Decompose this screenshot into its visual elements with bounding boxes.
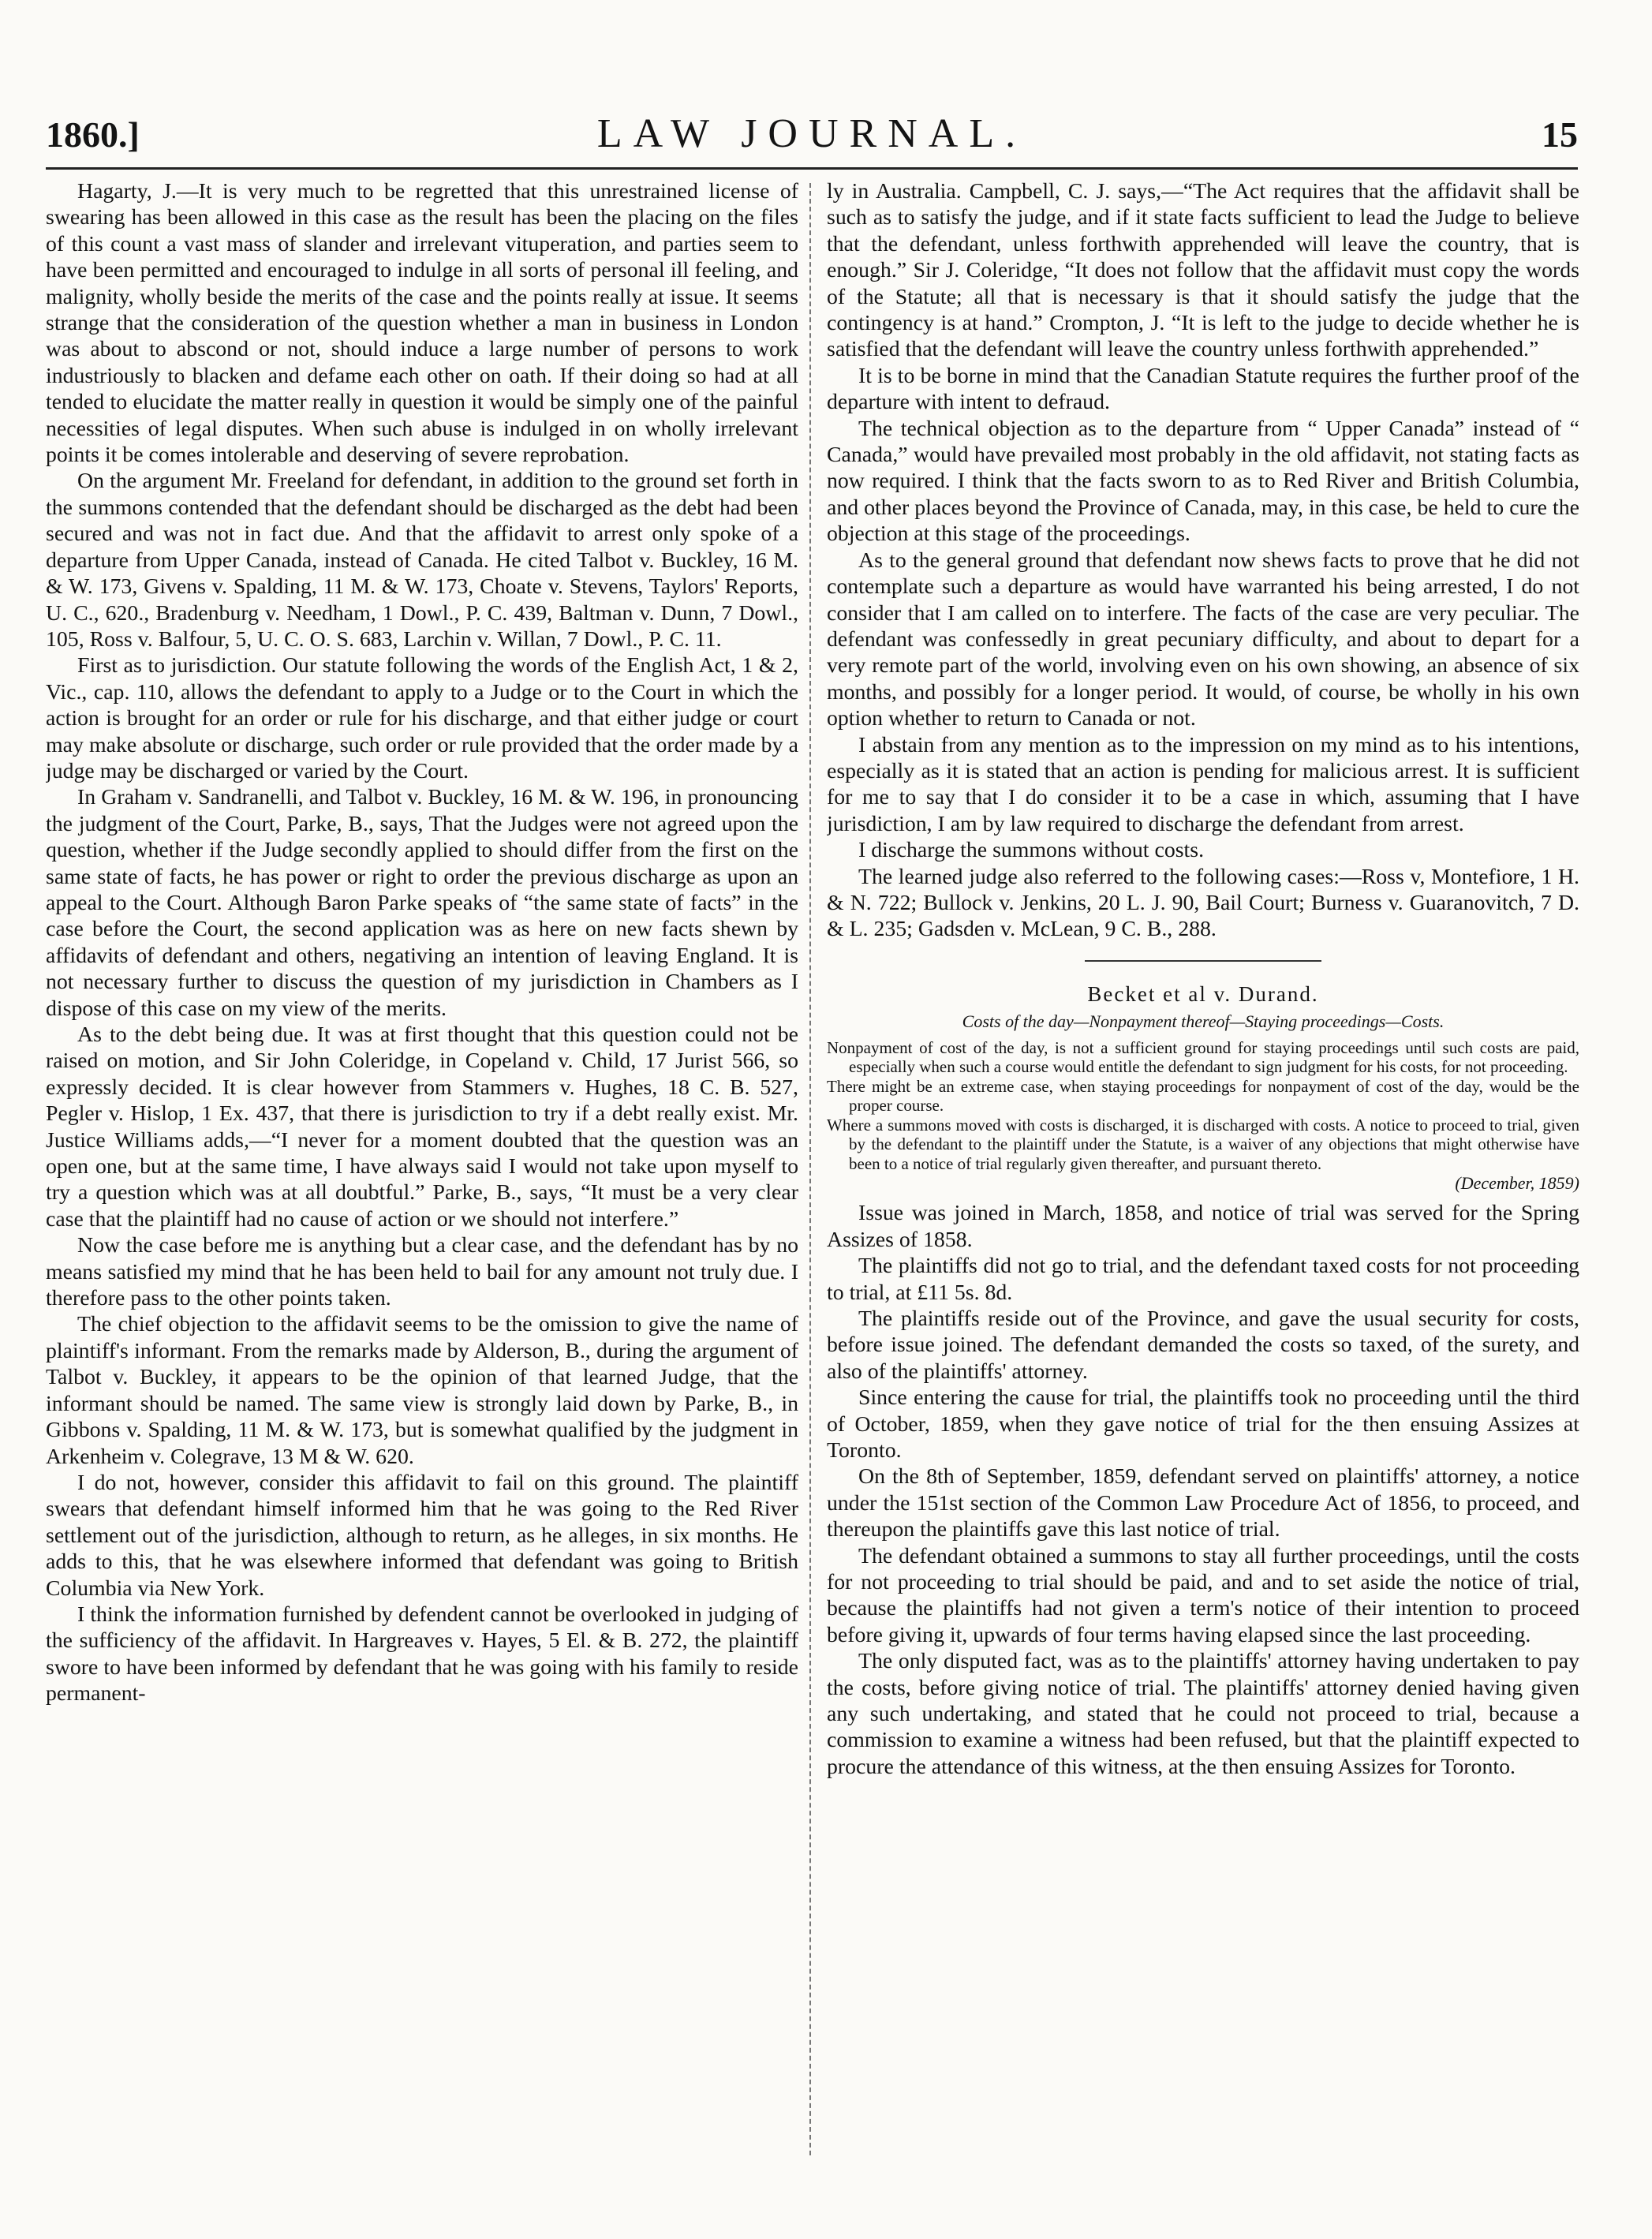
paragraph: Issue was joined in March, 1858, and notice of trial was served for the Spring Assizes of 1858. [827,1201,1579,1252]
running-header [46,109,1578,170]
paragraph: I discharge the summons without costs. [858,838,1205,863]
paragraph: I think the information furnished by defendent cannot be overlooked in judging of the sufficiency of the affidavit. In Hargreaves v. Hayes, 5 El. & B. 272, the plaintiff swore to have been informed by defendant that he was going with his family to reside permanent- [46,1602,798,1706]
paragraph: I do not, however, consider this affidavit to fail on this ground. The plaintiff swears that defendant himself informed him that he was going to the Red River settlement out of the jurisdiction, although to return, as he alleges, in six months. He adds to this, that he was elsewhere informed that defendant was going to British Columbia via New York. [46,1470,798,1601]
left-column [46,178,798,2182]
paragraph-continued: ly in Australia. Campbell, C. J. says,—“The Act requires that the affidavit shall be such as to satisfy the judge, and if it state facts sufficient to lead the Judge to believe that the defendant, unless forthwith apprehended will leave the country, that is enough.” Sir J. Coleridge, “It does not follow that the affidavit must copy the words of the Statute; all that is necessary is that it should satisfy the judge that the contingency is at hand.” Crompton, J. “It is left to the judge to decide whether he is satisfied that the defendant will leave the country unless forthwith apprehended.” [827,179,1579,362]
paragraph: It is to be borne in mind that the Canadian Statute requires the further proof of the departure with intent to defraud. [827,363,1579,415]
paragraph: On the argument Mr. Freeland for defendant, in addition to the ground set forth in the summons contended that the defendant should be discharged as the debt had been secured and was not in fact due. And that the affidavit to arrest only spoke of a departure from Upper Canada, instead of Canada. He cited Talbot v. Buckley, 16 M. & W. 173, Givens v. Spalding, 11 M. & W. 173, Choate v. Stevens, Taylors' Reports, U. C., 620., Bradenburg v. Needham, 1 Dowl., P. C. 439, Baltman v. Dunn, 7 Dowl., 105, Ross v. Balfour, 5, U. C. O. S. 683, Larchin v. Willan, 7 Dowl., P. C. 11. [46,469,798,652]
paragraph: In Graham v. Sandranelli, and Talbot v. Buckley, 16 M. & W. 196, in pronouncing the judgment of the Court, Parke, B., says, That the Judges were not agreed upon the question, whether if the Judge secondly applied to should differ from the first on the same state of facts, he has power or right to order the previous discharge as upon an appeal to the Court. Although Baron Parke speaks of “the same state of facts” in the case before the Court, the second application was as here on new facts shewn by affidavits of defendant and others, negativing an intention of leaving England. It is not necessary further to discuss the question of my jurisdiction in Chambers as I dispose of this case on my view of the merits. [46,785,798,1021]
section-rule [1085,960,1321,962]
paragraph: Since entering the cause for trial, the plaintiffs took no proceeding until the third of October, 1859, when they gave notice of trial for the then ensuing Assizes at Toronto. [827,1385,1579,1463]
case-title: Becket et al v. Durand. [1087,981,1319,1006]
paragraph: Hagarty, J.—It is very much to be regretted that this unrestrained license of swearing has been allowed in this case as the result has been the placing on the files of this count a vast mass of slander and irrelevant vituperation, and parties seem to have been permitted and encouraged to indulge in all sorts of personal ill feeling, and malignity, wholly beside the merits of the case and the points really at issue. It seems strange that the consideration of the question whether a man in business in London was about to abscond or not, should induce a large number of persons to work industriously to blacken and defame each other on oath. If their doing so had at all tended to elucidate the matter really in question it would be simply one of the painful necessities of legal disputes. When such abuse is indulged in on wholly irrelevant points it be comes intolerable and deserving of severe reprobation. [46,179,798,468]
header-page-number: 15 [1542,114,1578,155]
paragraph: The plaintiffs did not go to trial, and the defendant taxed costs for not proceeding to trial, at £11 5s. 8d. [827,1254,1579,1305]
right-column [827,178,1579,2182]
paragraph: The learned judge also referred to the following cases:—Ross v, Montefiore, 1 H. & N. 722; Bullock v. Jenkins, 20 L. J. 90, Bail Court; Burness v. Guaranovitch, 7 D. & L. 235; Gadsden v. McLean, 9 C. B., 288. [827,864,1579,942]
headnote: Nonpayment of cost of the day, is not a sufficient ground for staying proceedings until such costs are paid, especially when such a course would entitle the defendant to sign judgment for his costs, for not proceeding. [827,1037,1579,1077]
paragraph: I abstain from any mention as to the impression on my mind as to his intentions, especially as it is stated that an action is pending for malicious arrest. It is sufficient for me to say that I do consider it to be a case in which, assuming that I have jurisdiction, I am by law required to discharge the defendant from arrest. [827,732,1579,836]
case-date: (December, 1859) [1455,1173,1579,1194]
paragraph: The plaintiffs reside out of the Province, and gave the usual security for costs, before issue joined. The defendant demanded the costs so taxed, of the surety, and also of the plaintiffs' attorney. [827,1306,1579,1384]
paragraph: As to the debt being due. It was at first thought that this question could not be raised on motion, and Sir John Coleridge, in Copeland v. Child, 17 Jurist 566, so expressly decided. It is clear however from Stammers v. Hughes, 18 C. B. 527, Pegler v. Hislop, 1 Ex. 437, that there is jurisdiction to try if a debt really exist. Mr. Justice Williams adds,—“I never for a moment doubted that the question was an open one, but at the same time, I have always said I would not take upon myself to try a question which was at all doubtful.” Parke, B., says, “It must be a very clear case that the plaintiff had no cause of action or we should not interfere.” [46,1022,798,1232]
paragraph: The chief objection to the affidavit seems to be the omission to give the name of plaintiff's informant. From the remarks made by Alderson, B., during the argument of Talbot v. Buckley, it appears to be the opinion of that learned Judge, that the informant should be named. The same view is strongly laid down by Parke, B., in Gibbons v. Spalding, 11 M. & W. 173, but is somewhat qualified by the judgment in Arkenheim v. Colegrave, 13 M & W. 620. [46,1312,798,1469]
paragraph: The only disputed fact, was as to the plaintiffs' attorney having undertaken to pay the costs, before giving notice of trial. The plaintiffs' attorney denied having given any such undertaking, and stated that he could not proceed to trial, because a commission to examine a witness had been refused, but that the plaintiff expected to procure the attendance of this witness, at the then ensuing Assizes for Toronto. [827,1649,1579,1779]
headnote-title: Costs of the day—Nonpayment thereof—Staying proceedings—Costs. [962,1011,1445,1031]
headnote: Where a summons moved with costs is discharged, it is discharged with costs. A notice to proceed to trial, given by the defendant to the plaintiff under the Statute, is a waiver of any objections that might otherwise have been to a notice of trial regularly given thereafter, and pursuant thereto. [827,1115,1579,1173]
paragraph: Now the case before me is anything but a clear case, and the defendant has by no means satisfied my mind that he has been held to bail for any amount not truly due. I therefore pass to the other points taken. [46,1233,798,1311]
paragraph: On the 8th of September, 1859, defendant served on plaintiffs' attorney, a notice under the 151st section of the Common Law Procedure Act of 1856, to proceed, and thereupon the plaintiffs gave this last notice of trial. [827,1464,1579,1542]
paragraph: First as to jurisdiction. Our statute following the words of the English Act, 1 & 2, Vic., cap. 110, allows the defendant to apply to a Judge or to the Court in which the action is brought for an order or rule for his discharge, and that either judge or court may make absolute or discharge, such order or rule provided that the order made by a judge may be discharged or varied by the Court. [46,653,798,783]
headnote: There might be an extreme case, when staying proceedings for nonpayment of cost of the day, would be the proper course. [827,1076,1579,1116]
paragraph: As to the general ground that defendant now shews facts to prove that he did not contemplate such a departure as would have warranted his being arrested, I do not consider that I am called on to interfere. The facts of the case are very peculiar. The defendant was confessedly in great pecuniary difficulty, and about to depart for a very remote part of the world, involving even on his own showing, an absence of six months, and possibly for a longer period. It would, of course, be wholly in his own option whether to return to Canada or not. [827,548,1579,731]
paragraph: The technical objection as to the departure from “ Upper Canada” instead of “ Canada,” would have prevailed most probably in the old affidavit, not stating facts as now required. I think that the facts sworn to as to Red River and British Columbia, and other places beyond the Province of Canada, may, in this case, be held to cure the objection at this stage of the proceedings. [827,416,1579,547]
paragraph: The defendant obtained a summons to stay all further proceedings, until the costs for not proceeding to trial should be paid, and and to set aside the notice of trial, because the plaintiffs had not given a term's notice of their intention to proceed before giving it, upwards of four terms having elapsed since the last proceeding. [827,1543,1579,1647]
column-divider [809,183,811,2155]
header-year: 1860.] [46,114,140,155]
header-title: LAW JOURNAL. [596,111,1027,156]
